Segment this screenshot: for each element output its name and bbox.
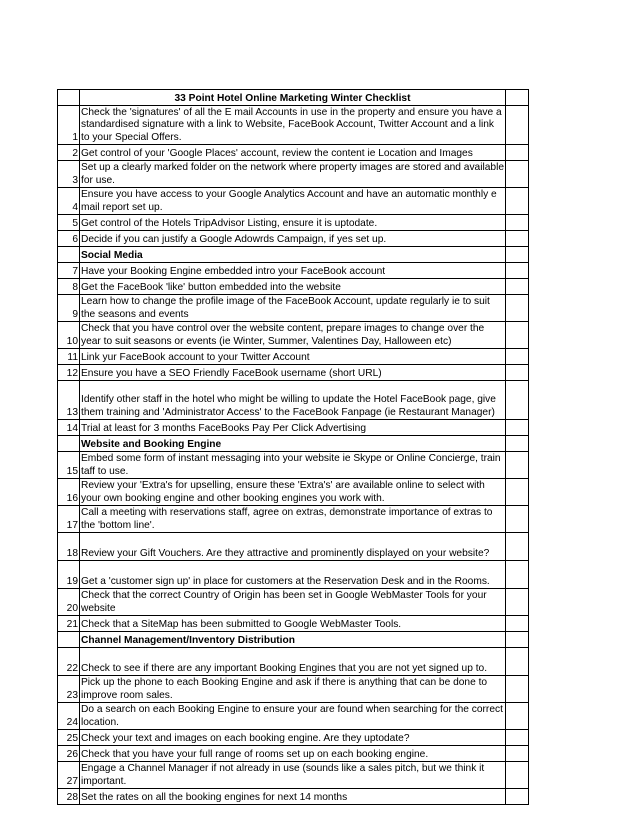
item-number: 9	[58, 295, 80, 322]
item-number: 17	[58, 506, 80, 533]
item-number: 14	[58, 420, 80, 436]
item-text: Review your Gift Vouchers. Are they attractive and prominently displayed on your website?	[80, 533, 506, 561]
item-number: 27	[58, 762, 80, 789]
checklist-row	[58, 452, 529, 479]
item-text: Set the rates on all the booking engines for next 14 months	[80, 789, 506, 805]
item-text: Check that the correct Country of Origin has been set in Google WebMaster Tools for your website	[80, 589, 506, 616]
item-number: 28	[58, 789, 80, 805]
checklist-row	[58, 703, 529, 730]
item-check-cell	[506, 106, 529, 145]
item-number: 25	[58, 730, 80, 746]
section-heading: Channel Management/Inventory Distribution	[80, 632, 506, 648]
item-check-cell	[506, 263, 529, 279]
item-text: Trial at least for 3 months FaceBooks Pay Per Click Advertising	[80, 420, 506, 436]
item-text: Get the FaceBook 'like' button embedded into the website	[80, 279, 506, 295]
checklist-row	[58, 730, 529, 746]
item-number: 8	[58, 279, 80, 295]
checklist-title: 33 Point Hotel Online Marketing Winter Checklist	[80, 90, 506, 106]
checklist-body	[58, 90, 529, 805]
item-check-cell	[506, 730, 529, 746]
checklist-row	[58, 215, 529, 231]
item-number: 23	[58, 676, 80, 703]
item-number: 12	[58, 365, 80, 381]
checklist-row	[58, 746, 529, 762]
item-number: 2	[58, 145, 80, 161]
item-number: 18	[58, 533, 80, 561]
checklist-row	[58, 676, 529, 703]
checklist-row	[58, 322, 529, 349]
checklist-row	[58, 145, 529, 161]
item-text: Call a meeting with reservations staff, agree on extras, demonstrate importance of extras to the 'bottom line'.	[80, 506, 506, 533]
item-number: 6	[58, 231, 80, 247]
item-text: Check that you have your full range of rooms set up on each booking engine.	[80, 746, 506, 762]
item-number	[58, 247, 80, 263]
item-number: 3	[58, 161, 80, 188]
item-text: Set up a clearly marked folder on the network where property images are stored and available for use.	[81, 162, 505, 186]
checklist-row	[58, 420, 529, 436]
item-check-cell	[506, 247, 529, 263]
item-text: Review your 'Extra's for upselling, ensure these 'Extra's' are available online to select with your own booking engine and other booking engines you work with.	[80, 479, 506, 506]
item-check-cell	[506, 452, 529, 479]
item-check-cell	[506, 161, 529, 188]
item-check-cell	[506, 349, 529, 365]
item-number: 19	[58, 561, 80, 589]
checklist-row	[58, 589, 529, 616]
item-text: Get control of your 'Google Places' account, review the content ie Location and Images	[80, 145, 506, 161]
item-check-cell	[506, 436, 529, 452]
item-number: 11	[58, 349, 80, 365]
item-check-cell	[506, 589, 529, 616]
item-text: Learn how to change the profile image of the FaceBook Account, update regularly ie to suit the seasons and events	[80, 295, 506, 322]
checklist-row	[58, 106, 529, 145]
checklist-row	[58, 561, 529, 589]
item-check-cell	[506, 648, 529, 676]
item-number: 26	[58, 746, 80, 762]
item-text: Check your text and images on each booking engine. Are they uptodate?	[80, 730, 506, 746]
checklist-row	[58, 365, 529, 381]
checklist-row	[58, 279, 529, 295]
item-text: Decide if you can justify a Google Adowrds Campaign, if yes set up.	[80, 231, 506, 247]
item-text: Get a 'customer sign up' in place for customers at the Reservation Desk and in the Rooms.	[80, 561, 506, 589]
item-number: 20	[58, 589, 80, 616]
section-row	[58, 632, 529, 648]
item-check-cell	[506, 746, 529, 762]
item-text: Do a search on each Booking Engine to ensure your are found when searching for the correct location.	[80, 703, 506, 730]
item-number: 22	[58, 648, 80, 676]
item-number	[58, 436, 80, 452]
item-text: Check that a SiteMap has been submitted to Google WebMaster Tools.	[80, 616, 506, 632]
section-row	[58, 436, 529, 452]
item-number: 4	[58, 188, 80, 215]
item-number: 15	[58, 452, 80, 479]
checklist-row	[58, 648, 529, 676]
item-check-cell	[506, 145, 529, 161]
item-text: Check that you have control over the website content, prepare images to change over the year to suit seasons or events (ie Winter, Summer, Valentines Day, Halloween etc)	[80, 322, 506, 349]
item-number: 16	[58, 479, 80, 506]
item-check-cell	[506, 533, 529, 561]
checklist-row	[58, 381, 529, 420]
item-text: Pick up the phone to each Booking Engine and ask if there is anything that can be done to improve room sales.	[80, 676, 506, 703]
item-check-cell	[506, 420, 529, 436]
title-num-cell	[58, 90, 80, 106]
title-row	[58, 90, 529, 106]
item-number	[58, 632, 80, 648]
checklist-row	[58, 533, 529, 561]
item-check-cell	[506, 703, 529, 730]
item-check-cell	[506, 381, 529, 420]
checklist-row	[58, 479, 529, 506]
item-text: Embed some form of instant messaging into your website ie Skype or Online Concierge, train taff to use.	[80, 452, 506, 479]
item-check-cell	[506, 295, 529, 322]
item-text: Identify other staff in the hotel who might be willing to update the Hotel FaceBook page, give them training and 'Administrator Access' to the FaceBook Fanpage (ie Restaurant Manager)	[80, 381, 506, 420]
checklist-row	[58, 349, 529, 365]
item-number: 21	[58, 616, 80, 632]
section-heading: Website and Booking Engine	[80, 436, 506, 452]
item-check-cell	[506, 479, 529, 506]
item-text: Ensure you have access to your Google Analytics Account and have an automatic monthly e mail report set up.	[80, 188, 506, 215]
item-check-cell	[506, 279, 529, 295]
item-number: 10	[58, 322, 80, 349]
item-number: 5	[58, 215, 80, 231]
item-text: Have your Booking Engine embedded intro your FaceBook account	[80, 263, 506, 279]
item-check-cell	[506, 231, 529, 247]
section-heading: Social Media	[80, 247, 506, 263]
checklist-row	[58, 762, 529, 789]
title-check-cell	[506, 90, 529, 106]
item-number: 7	[58, 263, 80, 279]
item-text: Ensure you have a SEO Friendly FaceBook username (short URL)	[80, 365, 506, 381]
checklist-row	[58, 789, 529, 805]
item-text: Check to see if there are any important Booking Engines that you are not yet signed up to.	[80, 648, 506, 676]
checklist-row	[58, 295, 529, 322]
item-check-cell	[506, 676, 529, 703]
item-check-cell	[506, 561, 529, 589]
item-number: 24	[58, 703, 80, 730]
checklist-row	[58, 616, 529, 632]
item-check-cell	[506, 215, 529, 231]
item-text: Check the 'signatures' of all the E mail Accounts in use in the property and ensure you have a standardised signature with a link to Website, FaceBook Account, Twitter Account and a link to your Special Offers.	[80, 106, 506, 145]
item-check-cell	[506, 188, 529, 215]
item-check-cell	[506, 616, 529, 632]
item-check-cell	[506, 322, 529, 349]
item-check-cell	[506, 762, 529, 789]
checklist-row	[58, 161, 529, 188]
item-text: Link yur FaceBook account to your Twitter Account	[80, 349, 506, 365]
checklist-table	[57, 89, 529, 805]
item-number: 1	[58, 106, 80, 145]
item-text: Engage a Channel Manager if not already in use (sounds like a sales pitch, but we think it important.	[80, 762, 506, 789]
checklist-row	[58, 231, 529, 247]
item-number: 13	[58, 381, 80, 420]
item-check-cell	[506, 632, 529, 648]
item-check-cell	[506, 365, 529, 381]
checklist-row	[58, 263, 529, 279]
item-check-cell	[506, 506, 529, 533]
section-row	[58, 247, 529, 263]
item-text: Get control of the Hotels TripAdvisor Listing, ensure it is uptodate.	[80, 215, 506, 231]
checklist-row	[58, 188, 529, 215]
checklist-row	[58, 506, 529, 533]
item-check-cell	[506, 789, 529, 805]
